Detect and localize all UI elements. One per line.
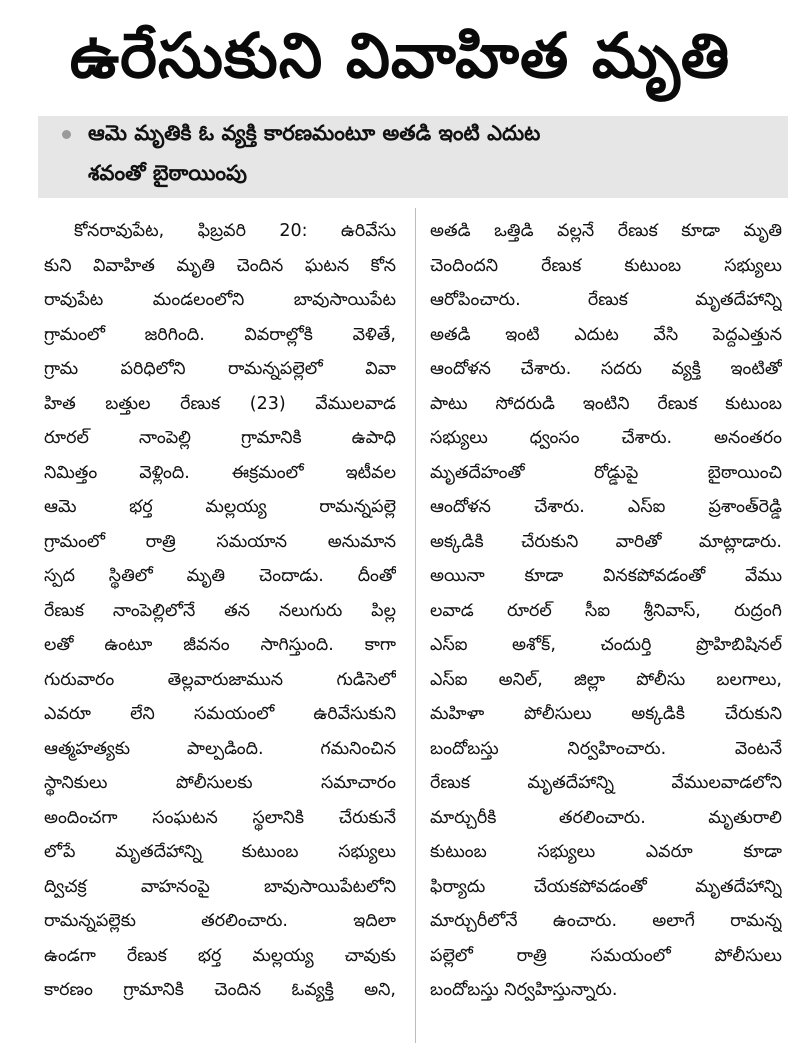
article-line: నిమిత్తం వెళ్లింది. ఈక్రమంలో ఇటీవల [44,462,396,483]
article-line: మార్చురీలోనే ఉంచారు. అలాగే రామన్న [430,911,782,931]
article-line: కుని వివాహిత మృతి చెందిన ఘటన కోన [44,255,396,276]
article-line: రూరల్ నాంపెల్లి గ్రామానికి ఉపాధి [44,428,396,448]
article-line: ఆరోపించారు. రేణుక మృతదేహాన్ని [430,290,782,310]
article-line: ఎవరూ లేని సమయంలో ఉరివేసుకుని [44,704,396,724]
article-line: చెందిందని రేణుక కుటుంబ సభ్యులు [430,255,782,276]
article-line: స్పద స్థితిలో మృతి చెందాడు. దీంతో [44,566,396,586]
article-line: లోపే మృతదేహాన్ని కుటుంబ సభ్యులు [44,842,396,862]
article-line: పాటు సోదరుడి ఇంటిని రేణుక కుటుంబ [430,393,782,414]
subheadline-line-2: శవంతో బైఠాయింపు [88,161,247,185]
article-line: హిత బత్తుల రేణుక (23) వేములవాడ [44,393,396,414]
article-line: బందోబస్తు నిర్వహిస్తున్నారు. [430,980,618,1000]
article-line: లతో ఉంటూ జీవనం సాగిస్తుంది. కాగా [44,635,396,655]
article-line: కోనరావుపేట, ఫిబ్రవరి 20: ఉరివేసు [74,221,396,241]
article-column-right [430,214,782,1008]
article-line: ఎస్ఐ అశోక్, చందుర్తి ప్రొహిబిషినల్ [430,635,782,655]
bullet-icon [62,130,71,139]
article-line: అందించగా సంఘటన స్థలానికి చేరుకునే [44,807,396,828]
article-line: ఎస్ఐ అనిల్, జిల్లా పోలీసు బలగాలు, [430,669,782,690]
article-line: అక్కడికి చేరుకుని వారితో మాట్లాడారు. [430,531,782,552]
article-line: అయినా కూడా వినకపోవడంతో వేము [430,566,782,586]
article-line: లవాడ రూరల్ సీఐ శ్రీనివాస్, రుద్రంగి [430,600,782,621]
article-line: ద్విచక్ర వాహనంపై బావుసాయిపేటలోని [44,876,396,897]
article-line: మృతదేహంతో రోడ్డుపై బైఠాయించి [430,462,782,483]
article-column-left [44,214,396,1008]
article-line: రామన్నపల్లెకు తరలించారు. ఇదిలా [44,911,396,931]
column-divider [415,208,416,1043]
article-line: స్థానికులు పోలీసులకు సమాచారం [44,773,396,793]
subheadline-line-1: ఆమె మృతికి ఓ వ్యక్తి కారణమంటూ అతడి ఇంటి ఎదుట [88,121,541,145]
article-line: ఫిర్యాదు చేయకపోవడంతో మృతదేహాన్ని [430,876,782,897]
article-line: గ్రామ పరిధిలోని రామన్నపల్లెలో వివా [44,359,396,379]
article-line: రేణుక నాంపెల్లిలోనే తన నలుగురు పిల్ల [44,600,396,621]
article-line: కారణం గ్రామానికి చెందిన ఓవ్యక్తి అని, [44,980,396,1000]
article-line: ఆత్మహత్యకు పాల్పడింది. గమనించిన [44,738,396,759]
article-line: ఆందోళన చేశారు. సదరు వ్యక్తి ఇంటితో [430,359,782,379]
article-line: గ్రామంలో జరిగింది. వివరాల్లోకి వెళితే, [44,324,396,345]
article-line: రేణుక మృతదేహాన్ని వేములవాడలోని [430,773,782,793]
article-line: సభ్యులు ధ్వంసం చేశారు. అనంతరం [430,428,782,448]
article-line: ఆందోళన చేశారు. ఎస్ఐ ప్రశాంత్‌రెడ్డి [430,497,782,517]
article-line: ఆమె భర్త మల్లయ్య రామన్నపల్లె [44,497,396,517]
article-line: పల్లెలో రాత్రి సమయంలో పోలీసులు [430,945,782,966]
article-line: రావుపేట మండలంలోని బావుసాయిపేట [44,290,396,310]
article-line: గురువారం తెల్లవారుజామున గుడిసెలో [44,669,396,690]
article-line: ఉండగా రేణుక భర్త మల్లయ్య చావుకు [44,945,396,966]
subheadline-box [38,116,788,198]
article-line: మహిళా పోలీసులు అక్కడికి చేరుకుని [430,704,782,724]
article-line: అతడి ఒత్తిడి వల్లనే రేణుక కూడా మృతి [430,221,782,241]
article-line: కుటుంబ సభ్యులు ఎవరూ కూడా [430,842,782,862]
article-line: బందోబస్తు నిర్వహించారు. వెంటనే [430,738,782,759]
article-line: అతడి ఇంటి ఎదుట వేసి పెద్దఎత్తున [430,324,782,345]
article-line: మార్చురీకి తరలించారు. మృతురాలి [430,807,782,828]
headline: ఉరేసుకుని వివాహిత మృతి [69,19,731,92]
article-line: గ్రామంలో రాత్రి సమయాన అనుమాన [44,531,396,552]
